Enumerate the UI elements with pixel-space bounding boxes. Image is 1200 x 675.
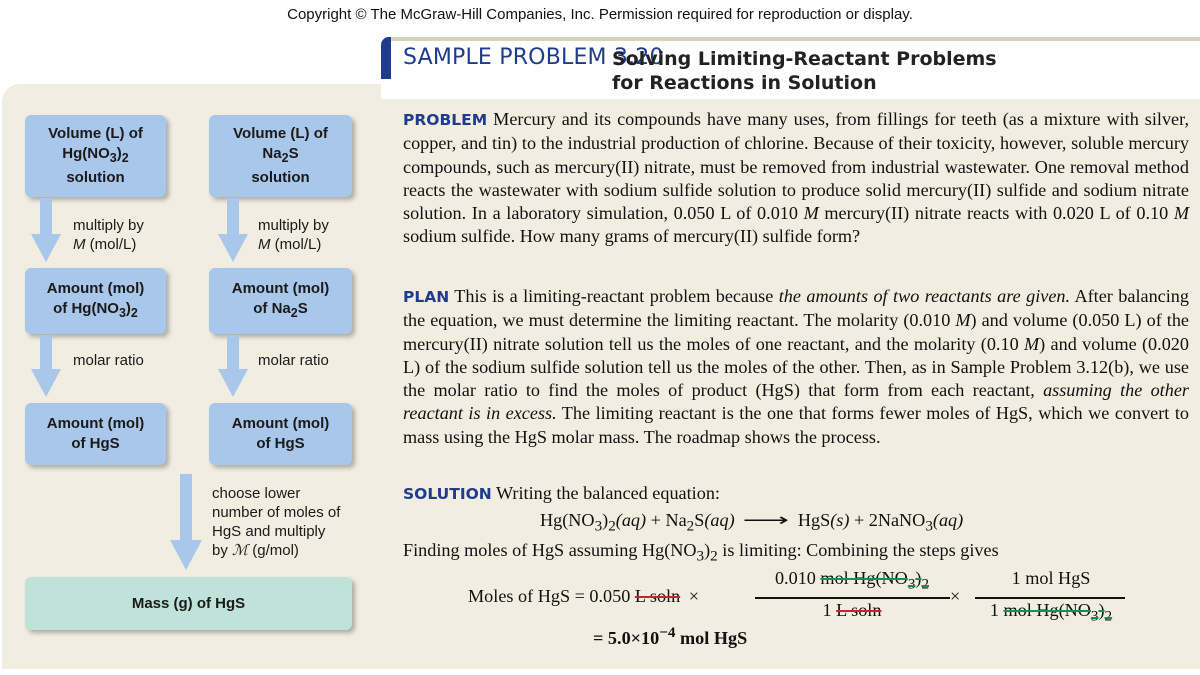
calc-result: = $5.0\times 10^{-4}$ mol HgS (593, 624, 748, 649)
sample-problem-label: SAMPLE PROBLEM 3.20 (403, 45, 664, 70)
box-text: Volume (L) of (48, 125, 143, 142)
arrow-down-icon (31, 335, 61, 397)
box-text: Amount (mol) (231, 415, 330, 432)
box-text: $Hg(NO_3)_2$ (62, 145, 129, 165)
box-text: solution (66, 169, 125, 186)
step-molar-ratio-right: molar ratio (258, 352, 329, 369)
box-text: of $Hg(NO_3)_2$ (53, 300, 138, 320)
box-text: of HgS (256, 435, 305, 452)
fraction-2-bar (975, 597, 1125, 599)
step-multiply-molarity-right: multiply by M (mol/L) (258, 217, 329, 253)
problem-section: PROBLEM Mercury and its compounds have many uses, from fillings for teeth (as a mixture with silver, copper, and tin) to the industrial production of chlorine. Because of their toxicity, however, soluble mercury compounds, such as mercury(II) nitrate, must be removed from industrial wastewater. One removal method reacts the wastewater with sodium sulfide solution to produce solid mercury(II) sulfide and sodium nitrate solution. In a laboratory simulation, 0.050 L of 0.010 M mercury(II) nitrate reacts with 0.020 L of 0.10 M sodium sulfide. How many grams of mercury(II) sulfide form? (403, 109, 1189, 247)
arrow-down-icon (218, 335, 248, 397)
box-text: Amount (mol) (231, 280, 330, 297)
header-rule (386, 37, 1200, 41)
amount-hgs-right-box (209, 403, 352, 465)
arrow-down-icon (170, 474, 202, 570)
amount-hgs-left-box (25, 403, 166, 465)
volume-na-sulfide-box (209, 115, 352, 197)
box-text: solution (251, 169, 310, 186)
box-text: Amount (mol) (46, 280, 145, 297)
step-molar-ratio-left: molar ratio (73, 352, 144, 369)
step-multiply-molarity-left: multiply by M (mol/L) (73, 217, 144, 253)
title-line-2: for Reactions in Solution (612, 72, 877, 94)
arrow-down-icon (218, 198, 248, 262)
fraction-2-numerator: 1 mol HgS (1011, 568, 1091, 588)
box-text: Volume (L) of (233, 125, 328, 142)
copyright-notice: Copyright © The McGraw-Hill Companies, Inc. Permission required for reproduction or display. (287, 6, 913, 23)
sample-problem-title (612, 47, 997, 95)
amount-na-sulfide-box (209, 268, 352, 334)
reaction-arrow: ⟶ (742, 510, 790, 530)
problem-keyword: PROBLEM (403, 111, 488, 129)
cancelled-unit: L soln (634, 586, 681, 606)
box-text: of HgS (71, 435, 120, 452)
plan-keyword: PLAN (403, 288, 450, 306)
header-accent (381, 37, 391, 79)
fraction-1-bar (755, 597, 950, 599)
calc-lhs: Moles of HgS = 0.050 L soln × (468, 586, 700, 606)
title-line-1: Solving Limiting-Reactant Problems (612, 48, 997, 70)
box-text: Mass (g) of HgS (131, 594, 246, 612)
cancelled-unit: mol $Hg(NO_3)_2$ (1003, 600, 1113, 625)
amount-hg-nitrate-box (25, 268, 166, 334)
arrow-down-icon (31, 198, 61, 262)
fraction-2-denominator: 1 mol $Hg(NO_3)_2$ (989, 600, 1113, 625)
cancelled-unit: mol $Hg(NO_3)_2$ (820, 568, 930, 593)
volume-hg-nitrate-box (25, 115, 166, 197)
plan-section: PLAN This is a limiting-reactant problem because the amounts of two reactants are given. After balancing the equation, we must determine the limiting reactant. The molarity (0.010 M) and volume (0.050 L) of the mercury(II) nitrate solution tell us the moles of one reactant, and the molarity (0.10 M) and volume (0.020 L) of the sodium sulfide solution tell us the moles of the other. Then, as in Sample Problem 3.12(b), we use the molar ratio to find the moles of product (HgS) that form from each reactant, assuming the other reactant is in excess. The limiting reactant is the one that forms fewer moles of HgS, which we convert to mass using the HgS molar mass. The roadmap shows the process. (403, 286, 1189, 447)
step-choose-lower: choose lower number of moles of HgS and multiply by ℳ (g/mol) (212, 485, 341, 559)
fraction-1-denominator: 1 L soln (822, 600, 882, 620)
balanced-equation: $Hg(NO_3)_2(aq) + Na_2S(aq)$ ⟶ HgS(s) + 2NaNO$_3$(aq) (540, 510, 964, 535)
box-text: of $Na_2S$ (253, 300, 308, 320)
box-text: $Na_2S$ (262, 145, 299, 165)
box-text: Amount (mol) (46, 415, 145, 432)
cancelled-unit: L soln (836, 600, 882, 620)
solution-keyword: SOLUTION (403, 485, 492, 503)
fraction-1-numerator: 0.010 mol $Hg(NO_3)_2$ (774, 568, 930, 593)
finding-moles-line: Finding moles of HgS assuming $Hg(NO_3)_2$ is limiting: Combining the steps gives (403, 540, 999, 565)
mass-hgs-box (25, 577, 352, 630)
times-symbol: × (950, 586, 961, 606)
solution-heading: SOLUTION Writing the balanced equation: (403, 483, 720, 503)
